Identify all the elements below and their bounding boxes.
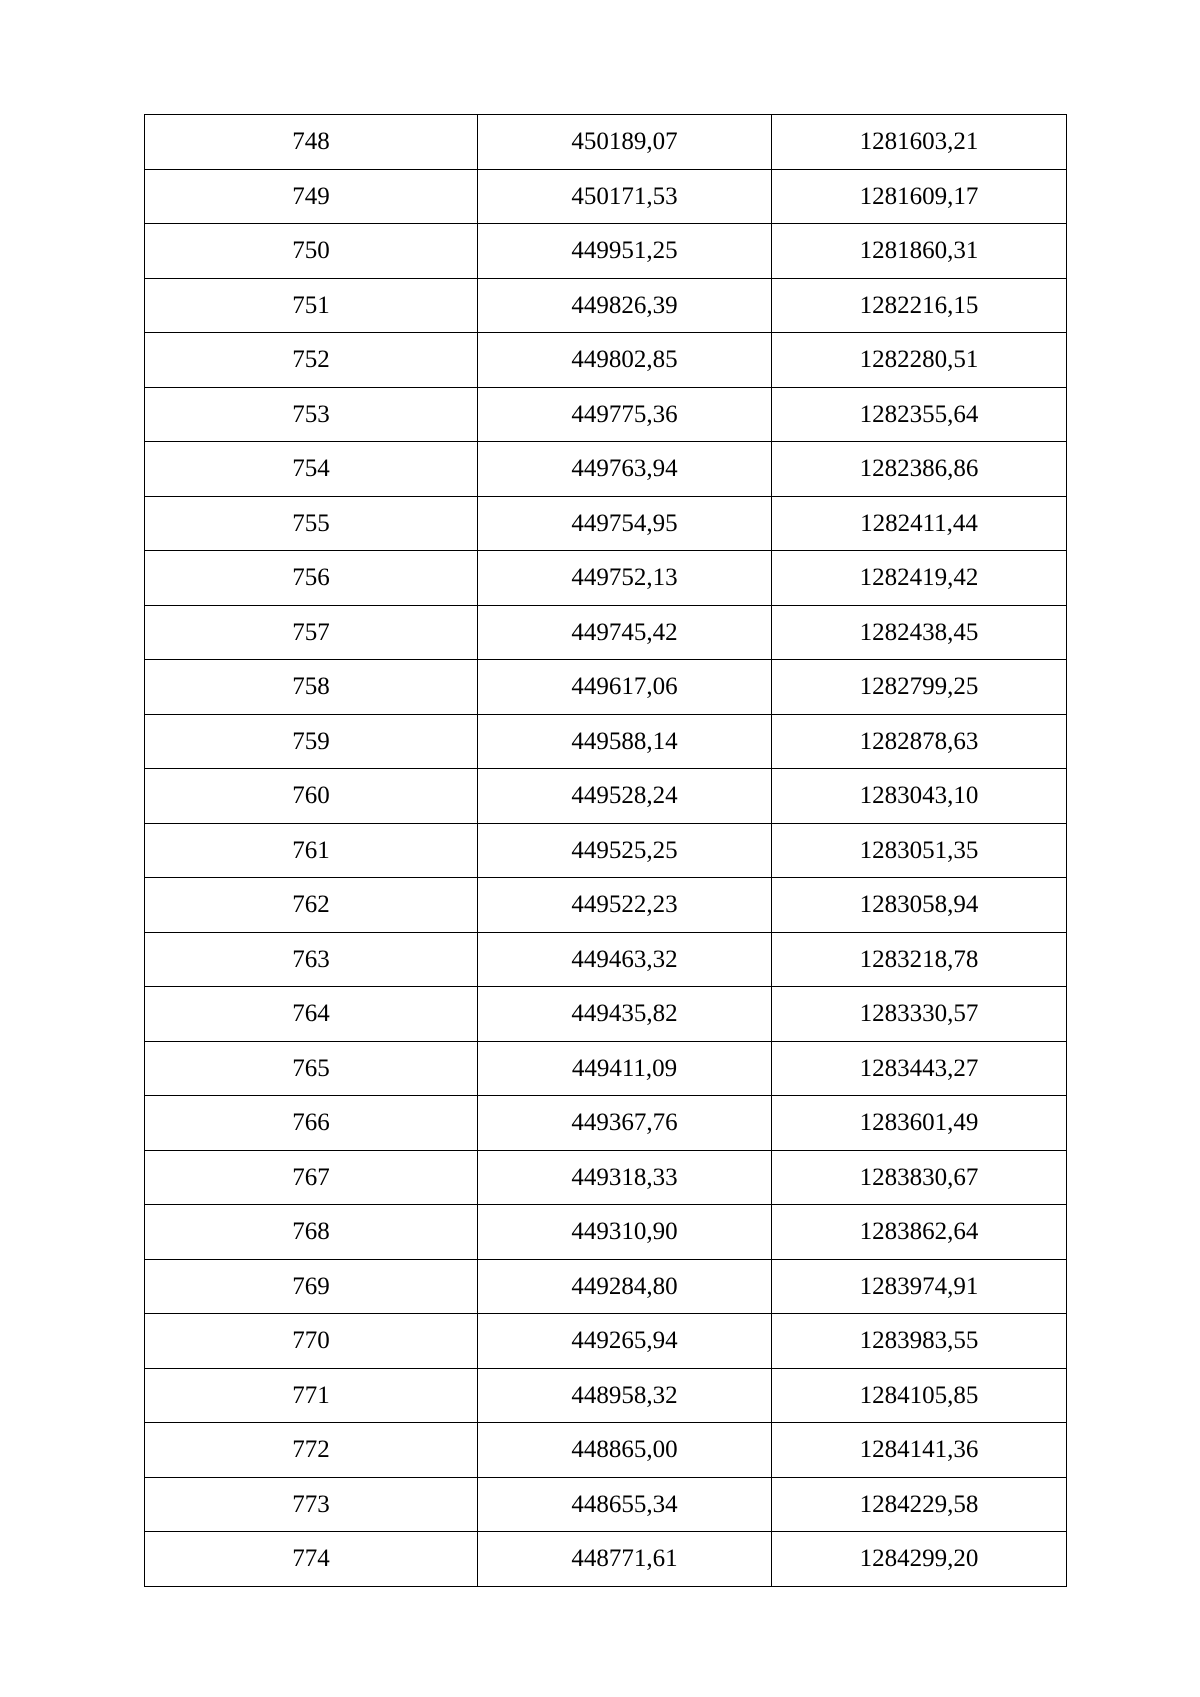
table-row [145,278,1067,333]
x-coordinate-cell: 449745,42 [478,605,772,660]
table-row [145,1205,1067,1260]
point-number-cell: 771 [145,1368,478,1423]
x-coordinate-cell: 449802,85 [478,333,772,388]
x-coordinate-cell: 449752,13 [478,551,772,606]
x-coordinate-cell: 450171,53 [478,169,772,224]
y-coordinate-cell: 1284299,20 [772,1532,1067,1587]
point-number-cell: 772 [145,1423,478,1478]
x-coordinate-cell: 449284,80 [478,1259,772,1314]
point-number-cell: 774 [145,1532,478,1587]
table-row [145,1532,1067,1587]
point-number-cell: 765 [145,1041,478,1096]
y-coordinate-cell: 1283058,94 [772,878,1067,933]
point-number-cell: 751 [145,278,478,333]
table-row [145,1314,1067,1369]
point-number-cell: 748 [145,115,478,170]
table-row [145,714,1067,769]
point-number-cell: 763 [145,932,478,987]
table-row [145,823,1067,878]
x-coordinate-cell: 449951,25 [478,224,772,279]
x-coordinate-cell: 449588,14 [478,714,772,769]
y-coordinate-cell: 1283862,64 [772,1205,1067,1260]
y-coordinate-cell: 1283443,27 [772,1041,1067,1096]
point-number-cell: 755 [145,496,478,551]
y-coordinate-cell: 1282280,51 [772,333,1067,388]
y-coordinate-cell: 1282216,15 [772,278,1067,333]
table-row [145,1368,1067,1423]
point-number-cell: 752 [145,333,478,388]
x-coordinate-cell: 449528,24 [478,769,772,824]
y-coordinate-cell: 1283974,91 [772,1259,1067,1314]
x-coordinate-cell: 448655,34 [478,1477,772,1532]
point-number-cell: 769 [145,1259,478,1314]
y-coordinate-cell: 1284105,85 [772,1368,1067,1423]
y-coordinate-cell: 1282386,86 [772,442,1067,497]
y-coordinate-cell: 1282419,42 [772,551,1067,606]
x-coordinate-cell: 448958,32 [478,1368,772,1423]
point-number-cell: 764 [145,987,478,1042]
point-number-cell: 753 [145,387,478,442]
table-row [145,1150,1067,1205]
coordinates-table [144,114,1067,1587]
table-row [145,387,1067,442]
x-coordinate-cell: 449826,39 [478,278,772,333]
x-coordinate-cell: 449525,25 [478,823,772,878]
table-row [145,224,1067,279]
y-coordinate-cell: 1281609,17 [772,169,1067,224]
y-coordinate-cell: 1282878,63 [772,714,1067,769]
x-coordinate-cell: 449411,09 [478,1041,772,1096]
table-row [145,496,1067,551]
table-row [145,1477,1067,1532]
x-coordinate-cell: 449754,95 [478,496,772,551]
table-row [145,551,1067,606]
x-coordinate-cell: 449318,33 [478,1150,772,1205]
point-number-cell: 770 [145,1314,478,1369]
y-coordinate-cell: 1282438,45 [772,605,1067,660]
table-row [145,115,1067,170]
y-coordinate-cell: 1283330,57 [772,987,1067,1042]
x-coordinate-cell: 449775,36 [478,387,772,442]
y-coordinate-cell: 1284141,36 [772,1423,1067,1478]
coordinates-table-body [145,115,1067,1587]
table-row [145,878,1067,933]
x-coordinate-cell: 449310,90 [478,1205,772,1260]
point-number-cell: 766 [145,1096,478,1151]
y-coordinate-cell: 1283218,78 [772,932,1067,987]
point-number-cell: 773 [145,1477,478,1532]
point-number-cell: 749 [145,169,478,224]
point-number-cell: 761 [145,823,478,878]
table-row [145,1259,1067,1314]
table-row [145,442,1067,497]
x-coordinate-cell: 450189,07 [478,115,772,170]
x-coordinate-cell: 448865,00 [478,1423,772,1478]
table-row [145,769,1067,824]
y-coordinate-cell: 1283983,55 [772,1314,1067,1369]
point-number-cell: 758 [145,660,478,715]
x-coordinate-cell: 449463,32 [478,932,772,987]
x-coordinate-cell: 448771,61 [478,1532,772,1587]
x-coordinate-cell: 449367,76 [478,1096,772,1151]
table-row [145,987,1067,1042]
y-coordinate-cell: 1281860,31 [772,224,1067,279]
x-coordinate-cell: 449617,06 [478,660,772,715]
table-row [145,1096,1067,1151]
table-row [145,660,1067,715]
point-number-cell: 767 [145,1150,478,1205]
table-row [145,1423,1067,1478]
y-coordinate-cell: 1283830,67 [772,1150,1067,1205]
table-row [145,333,1067,388]
x-coordinate-cell: 449522,23 [478,878,772,933]
table-row [145,932,1067,987]
table-row [145,169,1067,224]
point-number-cell: 756 [145,551,478,606]
y-coordinate-cell: 1283043,10 [772,769,1067,824]
point-number-cell: 759 [145,714,478,769]
point-number-cell: 768 [145,1205,478,1260]
point-number-cell: 754 [145,442,478,497]
y-coordinate-cell: 1283601,49 [772,1096,1067,1151]
point-number-cell: 750 [145,224,478,279]
table-row [145,1041,1067,1096]
x-coordinate-cell: 449435,82 [478,987,772,1042]
y-coordinate-cell: 1283051,35 [772,823,1067,878]
point-number-cell: 762 [145,878,478,933]
y-coordinate-cell: 1284229,58 [772,1477,1067,1532]
point-number-cell: 760 [145,769,478,824]
y-coordinate-cell: 1282411,44 [772,496,1067,551]
table-row [145,605,1067,660]
y-coordinate-cell: 1281603,21 [772,115,1067,170]
point-number-cell: 757 [145,605,478,660]
y-coordinate-cell: 1282799,25 [772,660,1067,715]
x-coordinate-cell: 449763,94 [478,442,772,497]
y-coordinate-cell: 1282355,64 [772,387,1067,442]
x-coordinate-cell: 449265,94 [478,1314,772,1369]
